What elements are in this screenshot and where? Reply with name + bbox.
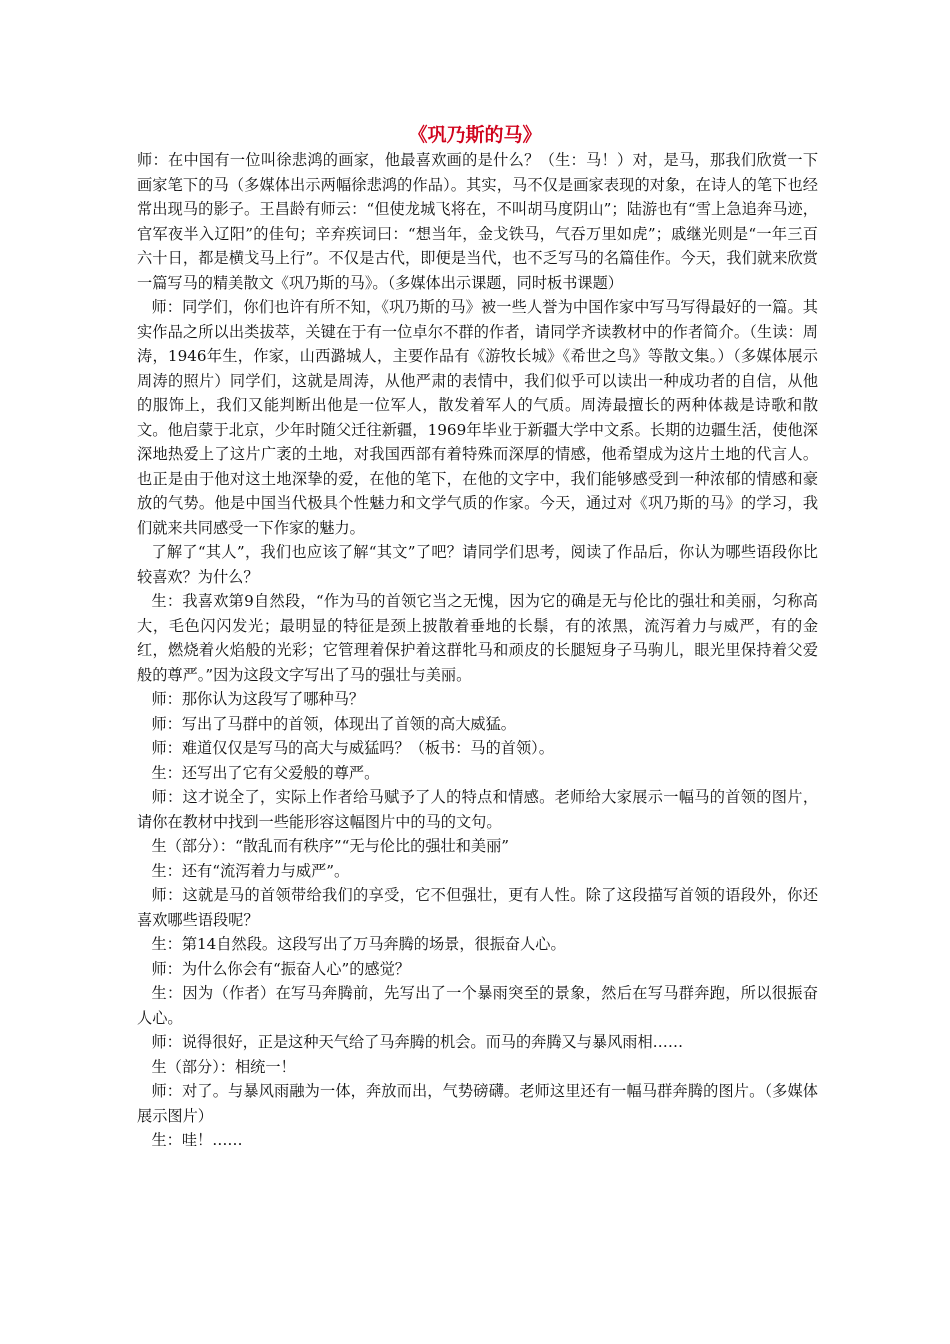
paragraph: 生：我喜欢第9自然段，“作为马的首领它当之无愧，因为它的确是无与伦比的强壮和美丽，匀称高大，毛色闪闪发光；最明显的特征是颈上披散着垂地的长鬃，有的浓黑，流泻着力与威严，有的金红，燃烧着火焰般的光彩；它管理着保护着这群牝马和顽皮的长腿短身子马驹儿，眼光里保持着父爱般的尊严。”因为这段文字写出了马的强壮与美丽。 <box>137 592 818 684</box>
paragraph: 生：哇！…… <box>151 1131 243 1149</box>
paragraph: 生：第14自然段。这段写出了万马奔腾的场景，很振奋人心。 <box>151 935 566 953</box>
paragraph: 生：还有“流泻着力与威严”。 <box>151 861 350 880</box>
paragraph: 了解了“其人”，我们也应该了解“其文”了吧？请同学们思考，阅读了作品后，你认为哪些语段你比较喜欢？为什么？ <box>137 543 818 586</box>
paragraph: 师：这才说全了，实际上作者给马赋予了人的特点和情感。老师给大家展示一幅马的首领的图片，请你在教材中找到一些能形容这幅图片中的马的文句。 <box>137 788 818 831</box>
paragraph: 师：对了。与暴风雨融为一体，奔放而出，气势磅礴。老师这里还有一幅马群奔腾的图片。（多媒体展示图片） <box>137 1082 818 1125</box>
document-title: 《巩乃斯的马》 <box>408 124 542 146</box>
paragraph: 师：说得很好，正是这种天气给了马奔腾的机会。而马的奔腾又与暴风雨相…… <box>151 1033 683 1051</box>
paragraph: 生（部分）：相统一！ <box>151 1057 296 1076</box>
paragraph: 生：因为（作者）在写马奔腾前，先写出了一个暴雨突至的景象，然后在写马群奔跑，所以很振奋人心。 <box>137 984 818 1027</box>
paragraph: 生：还写出了它有父爱般的尊严。 <box>151 763 380 782</box>
paragraph: 师：在中国有一位叫徐悲鸿的画家，他最喜欢画的是什么？（生：马！）对，是马，那我们欣赏一下画家笔下的马（多媒体出示两幅徐悲鸿的作品）。其实，马不仅是画家表现的对象，在诗人的笔下也经常出现马的影子。王昌龄有师云：“但使龙城飞将在，不叫胡马度阴山”；陆游也有“雪上急追奔马迹，官军夜半入辽阳”的佳句；辛弃疾词曰：“想当年，金戈铁马，气吞万里如虎”；戚继光则是“一年三百六十日，都是横戈马上行”。不仅是古代，即便是当代，也不乏写马的名篇佳作。今天，我们就来欣赏一篇写马的精美散文《巩乃斯的马》。（多媒体出示课题，同时板书课题） <box>137 151 818 292</box>
paragraph: 师：写出了马群中的首领，体现出了首领的高大威猛。 <box>151 714 516 733</box>
paragraph: 生（部分）：“散乱而有秩序”“无与伦比的强壮和美丽” <box>151 837 510 855</box>
document-body <box>137 148 818 1153</box>
paragraph: 师：为什么你会有“振奋人心”的感觉？ <box>151 959 410 978</box>
paragraph: 师：这就是马的首领带给我们的享受，它不但强壮，更有人性。除了这段描写首领的语段外，你还喜欢哪些语段呢？ <box>137 886 818 929</box>
paragraph: 师：难道仅仅是写马的高大与威猛吗？（板书：马的首领）。 <box>151 739 554 757</box>
paragraph: 师：同学们，你们也许有所不知，《巩乃斯的马》被一些人誉为中国作家中写马写得最好的一篇。其实作品之所以出类拔萃，关键在于有一位卓尔不群的作者，请同学齐读教材中的作者简介。（生读：周涛，1946年生，作家，山西潞城人，主要作品有《游牧长城》《希世之鸟》等散文集。）（多媒体展示周涛的照片）同学们，这就是周涛，从他严肃的表情中，我们似乎可以读出一种成功者的自信，从他的服饰上，我们又能判断出他是一位军人，散发着军人的气质。周涛最擅长的两种体裁是诗歌和散文。他启蒙于北京，少年时随父迁往新疆，1969年毕业于新疆大学中文系。长期的边疆生活，使他深深地热爱上了这片广袤的土地，对我国西部有着特殊而深厚的情感，他希望成为这片土地的代言人。也正是由于他对这土地深挚的爱，在他的笔下，在他的文字中，我们能够感受到一种浓郁的情感和豪放的气势。他是中国当代极具个性魅力和文学气质的作家。今天，通过对《巩乃斯的马》的学习，我们就来共同感受一下作家的魅力。 <box>137 298 818 537</box>
paragraph: 师：那你认为这段写了哪种马？ <box>151 690 365 708</box>
